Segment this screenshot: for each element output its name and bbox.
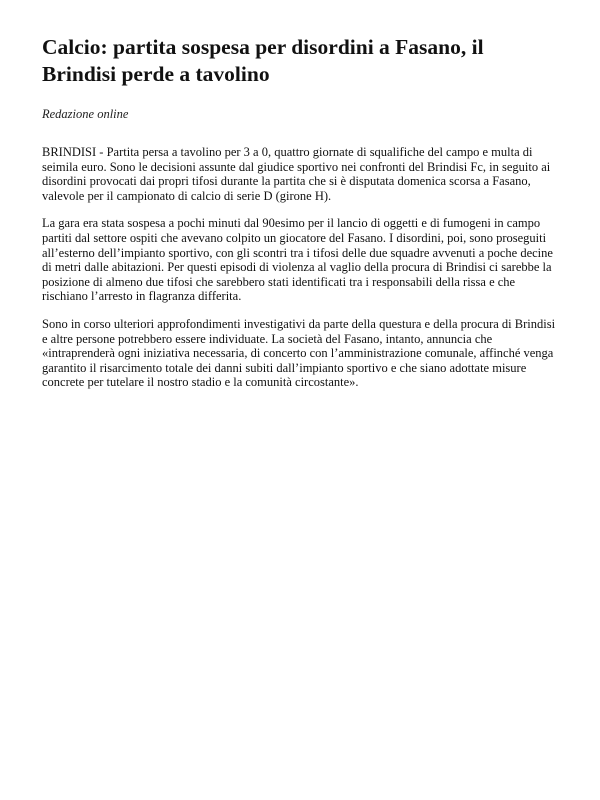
article-paragraph: La gara era stata sospesa a pochi minuti dal 90esimo per il lancio di oggetti e di fumogeni in campo partiti dal settore ospiti che avevano colpito un giocatore del Fasano. I disordini, poi, sono proseguiti all’esterno dell’impianto sportivo, con gli scontri tra i tifosi delle due squadre avvenuti a poche decine di metri dalle abitazioni. Per questi episodi di violenza al vaglio della procura di Brindisi ci sarebbe la posizione di almeno due tifosi che sarebbero stati identificati tra i responsabili della rissa e che rischiano l’arresto in flagranza differita. [42, 216, 553, 304]
article [42, 34, 562, 403]
article-paragraph: BRINDISI - Partita persa a tavolino per 3 a 0, quattro giornate di squalifiche del campo e multa di seimila euro. Sono le decisioni assunte dal giudice sportivo nei confronti del Brindisi Fc, in seguito ai disordini provocati dai propri tifosi durante la partita che si è disputata domenica scorsa a Fasano, valevole per il campionato di calcio di serie D (girone H). [42, 145, 551, 203]
article-body [42, 145, 562, 390]
article-byline: Redazione online [42, 107, 129, 121]
article-paragraph: Sono in corso ulteriori approfondimenti investigativi da parte della questura e della procura di Brindisi e altre persone potrebbero essere individuate. La società del Fasano, intanto, annuncia che «intraprenderà ogni iniziativa necessaria, di concerto con l’amministrazione comunale, affinché venga garantito il risarcimento totale dei danni subiti dall’impianto sportivo e che siano adottate misure concrete per tutelare il nostro stadio e la comunità circostante». [42, 316, 556, 390]
article-title: Calcio: partita sospesa per disordini a Fasano, il Brindisi perde a tavolino [42, 35, 484, 86]
